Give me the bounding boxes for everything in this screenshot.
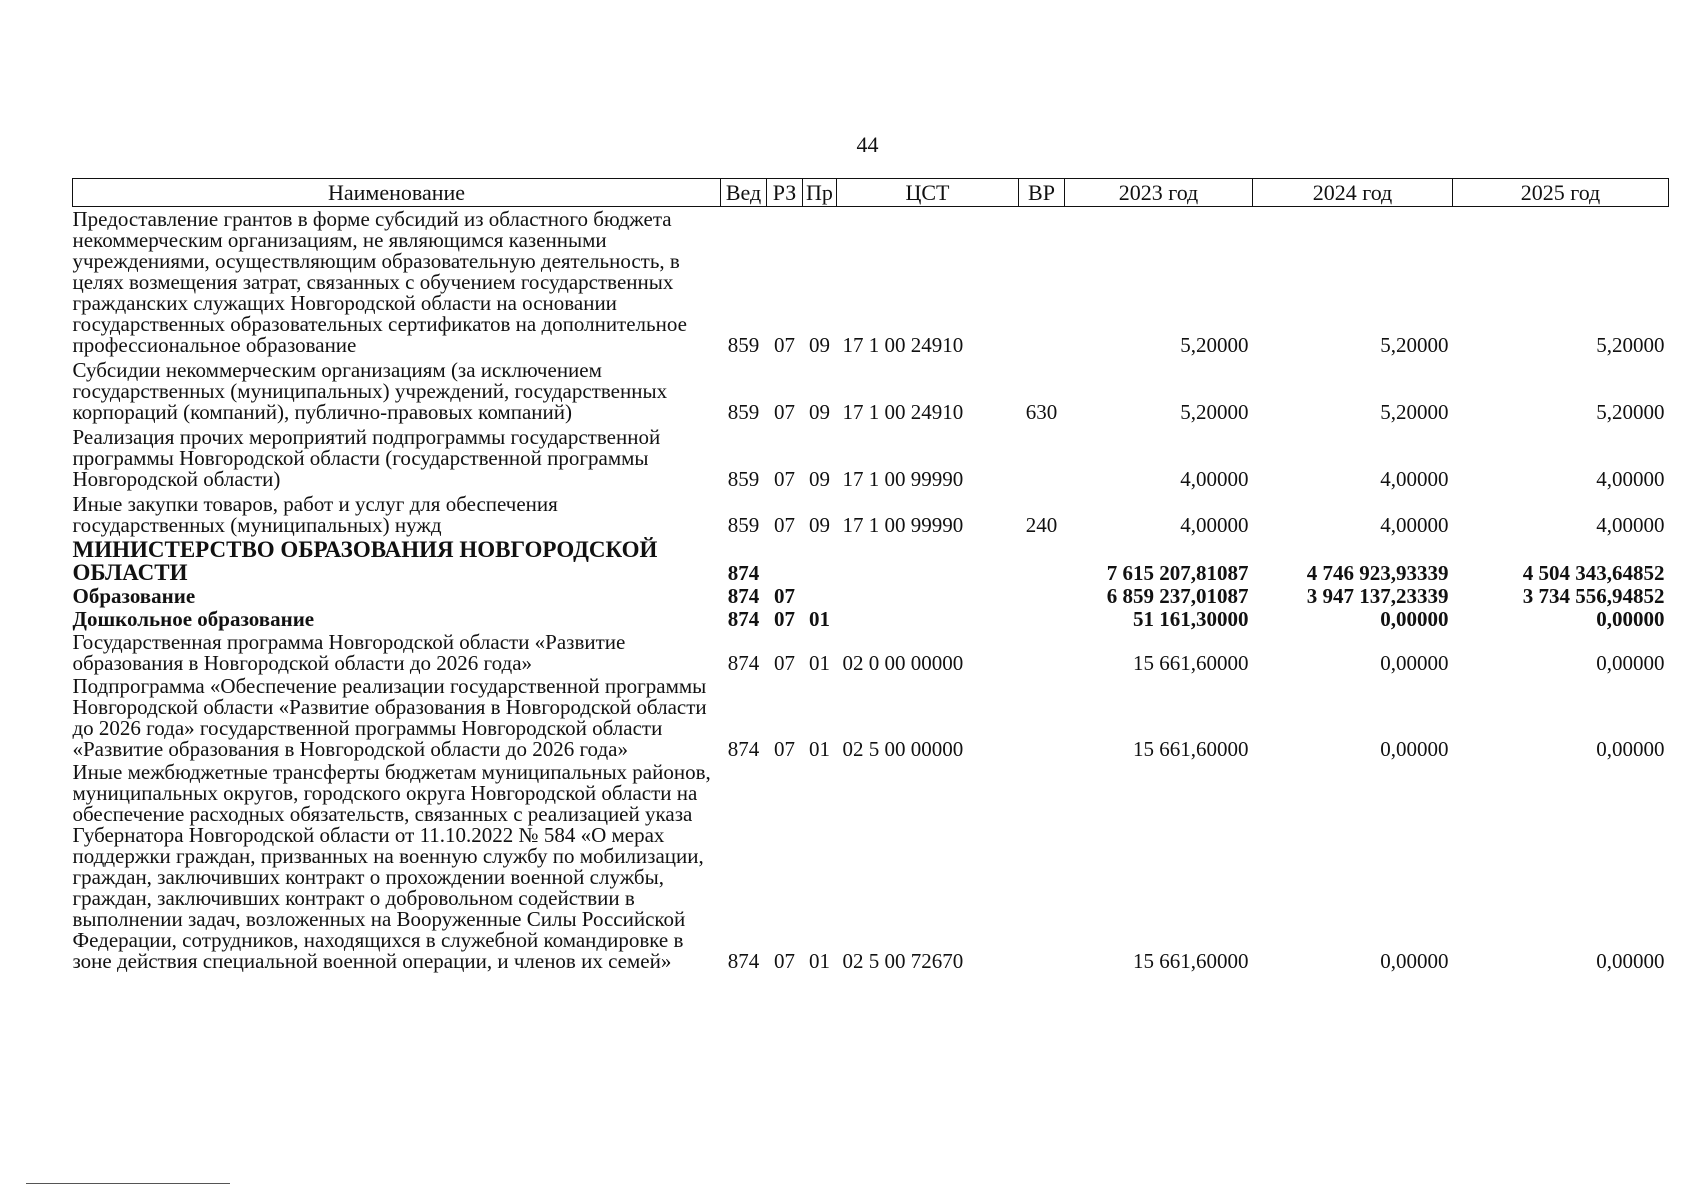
row-ved: 859 <box>727 333 760 357</box>
row-name: Государственная программа Новгородской области «Развитие образования в Новгородской области до 2026 года» <box>72 630 626 675</box>
row-name: Дошкольное образование <box>72 607 315 631</box>
row-2023: 7 615 207,81087 <box>1106 561 1249 585</box>
row-2025: 0,00000 <box>1596 607 1665 631</box>
row-name: Предоставление грантов в форме субсидий из областного бюджета некоммерческим организациям, не являющимся казенными учреждениями, осуществляющим образовательную деятельность, в целях возмещения затрат, связанных с обучением государственных гражданских служащих Новгородской области на основании государственных образовательных сертификатов на дополнительное профессиональное образование <box>72 207 687 357</box>
table-row <box>73 358 1669 425</box>
row-ved: 874 <box>727 584 760 608</box>
table-header-row <box>73 179 1669 207</box>
row-rz: 07 <box>774 400 795 424</box>
row-pr <box>803 538 837 586</box>
table-row <box>73 207 1669 359</box>
row-cst <box>837 538 1019 586</box>
row-name: Реализация прочих мероприятий подпрограммы государственной программы Новгородской области (государственной программы Новгородской области) <box>72 425 661 491</box>
row-ved: 874 <box>727 651 760 675</box>
row-pr: 01 <box>809 737 830 761</box>
row-2024: 5,20000 <box>1380 400 1449 424</box>
table-row <box>73 762 1669 974</box>
row-2024: 3 947 137,23339 <box>1306 584 1449 608</box>
row-pr: 09 <box>809 333 830 357</box>
row-2025: 0,00000 <box>1596 651 1665 675</box>
row-2025: 4 504 343,64852 <box>1522 561 1665 585</box>
row-2023: 4,00000 <box>1180 467 1249 491</box>
row-rz: 07 <box>774 737 795 761</box>
row-2023: 15 661,60000 <box>1133 949 1249 973</box>
row-ved: 859 <box>727 513 760 537</box>
row-2024: 4 746 923,93339 <box>1306 561 1449 585</box>
table-row <box>73 609 1669 632</box>
row-vr: 630 <box>1025 400 1058 424</box>
header-cst: ЦСТ <box>837 179 1019 207</box>
row-pr: 01 <box>809 651 830 675</box>
row-vr <box>1019 632 1065 676</box>
row-2024: 0,00000 <box>1380 737 1449 761</box>
row-rz: 07 <box>774 584 795 608</box>
row-rz: 07 <box>774 651 795 675</box>
row-rz: 07 <box>774 333 795 357</box>
row-vr <box>1019 425 1065 492</box>
row-vr <box>1019 207 1065 359</box>
table-row <box>73 586 1669 609</box>
row-2025: 4,00000 <box>1596 467 1665 491</box>
row-pr: 09 <box>809 513 830 537</box>
row-ved: 859 <box>727 467 760 491</box>
row-cst <box>837 586 1019 609</box>
row-vr <box>1019 609 1065 632</box>
table-row <box>73 538 1669 586</box>
header-name: Наименование <box>73 179 721 207</box>
row-2025: 5,20000 <box>1596 333 1665 357</box>
row-name: Субсидии некоммерческим организациям (за исключением государственных (муниципальных) учреждений, государственных корпораций (компаний), публично-правовых компаний) <box>72 358 668 424</box>
row-ved: 874 <box>727 561 760 585</box>
row-name: Иные закупки товаров, работ и услуг для обеспечения государственных (муниципальных) нужд <box>72 492 558 537</box>
row-name: Иные межбюджетные трансферты бюджетам муниципальных районов, муниципальных округов, городского округа Новгородской области на обеспечение расходных обязательств, связанных с реализацией указа Губернатора Новгородской области от 11.10.2022 № 584 «О мерах поддержки граждан, призванных на военную службу по мобилизации, граждан, заключивших контракт о прохождении военной службы, граждан, заключивших контракт о добровольном содействии в выполнении задач, возложенных на Вооруженные Силы Российской Федерации, сотрудников, находящихся в служебной командировке в зоне действия специальной военной операции, и членов их семей» <box>72 760 711 973</box>
row-cst: 17 1 00 99990 <box>842 513 964 537</box>
row-ved: 874 <box>727 737 760 761</box>
row-pr: 09 <box>809 467 830 491</box>
header-2025: 2025 год <box>1453 179 1669 207</box>
table-row <box>73 632 1669 676</box>
row-2024: 0,00000 <box>1380 949 1449 973</box>
row-name: Образование <box>72 584 196 608</box>
row-cst: 17 1 00 24910 <box>842 400 964 424</box>
budget-table <box>72 178 1669 974</box>
row-2023: 5,20000 <box>1180 400 1249 424</box>
row-rz: 07 <box>774 467 795 491</box>
row-cst: 02 5 00 00000 <box>842 737 964 761</box>
row-2023: 51 161,30000 <box>1133 607 1249 631</box>
row-rz: 07 <box>774 513 795 537</box>
row-2024: 4,00000 <box>1380 513 1449 537</box>
row-2023: 4,00000 <box>1180 513 1249 537</box>
row-vr: 240 <box>1025 513 1058 537</box>
row-vr <box>1019 762 1065 974</box>
header-rz: РЗ <box>767 179 803 207</box>
row-2025: 0,00000 <box>1596 737 1665 761</box>
row-pr <box>803 586 837 609</box>
page-number: 44 <box>856 132 879 157</box>
row-rz <box>767 538 803 586</box>
row-cst <box>837 609 1019 632</box>
row-vr <box>1019 538 1065 586</box>
header-2024: 2024 год <box>1253 179 1453 207</box>
header-pr: Пр <box>803 179 837 207</box>
row-pr: 09 <box>809 400 830 424</box>
row-2025: 4,00000 <box>1596 513 1665 537</box>
row-cst: 02 0 00 00000 <box>842 651 964 675</box>
row-name: МИНИСТЕРСТВО ОБРАЗОВАНИЯ НОВГОРОДСКОЙ ОБЛАСТИ <box>72 537 658 585</box>
row-2023: 15 661,60000 <box>1133 737 1249 761</box>
row-2023: 6 859 237,01087 <box>1106 584 1249 608</box>
row-rz: 07 <box>774 607 795 631</box>
row-2025: 5,20000 <box>1596 400 1665 424</box>
row-rz: 07 <box>774 949 795 973</box>
row-2025: 0,00000 <box>1596 949 1665 973</box>
row-pr: 01 <box>809 607 830 631</box>
row-pr: 01 <box>809 949 830 973</box>
row-2024: 5,20000 <box>1380 333 1449 357</box>
table-row <box>73 425 1669 492</box>
table-row <box>73 492 1669 538</box>
table-row <box>73 676 1669 762</box>
row-vr <box>1019 586 1065 609</box>
header-2023: 2023 год <box>1065 179 1253 207</box>
row-2024: 0,00000 <box>1380 651 1449 675</box>
row-ved: 859 <box>727 400 760 424</box>
row-2024: 0,00000 <box>1380 607 1449 631</box>
row-vr <box>1019 676 1065 762</box>
row-cst: 17 1 00 24910 <box>842 333 964 357</box>
header-vr: ВР <box>1019 179 1065 207</box>
row-cst: 17 1 00 99990 <box>842 467 964 491</box>
row-ved: 874 <box>727 607 760 631</box>
row-2025: 3 734 556,94852 <box>1522 584 1665 608</box>
row-name: Подпрограмма «Обеспечение реализации государственной программы Новгородской области «Развитие образования в Новгородской области до 2026 года» государственной программы Новгородской области «Развитие образования в Новгородской области до 2026 года» <box>72 674 707 761</box>
row-ved: 874 <box>727 949 760 973</box>
row-2023: 5,20000 <box>1180 333 1249 357</box>
row-2024: 4,00000 <box>1380 467 1449 491</box>
row-2023: 15 661,60000 <box>1133 651 1249 675</box>
header-ved: Вед <box>721 179 767 207</box>
row-cst: 02 5 00 72670 <box>842 949 964 973</box>
footnote-divider <box>26 1183 230 1184</box>
